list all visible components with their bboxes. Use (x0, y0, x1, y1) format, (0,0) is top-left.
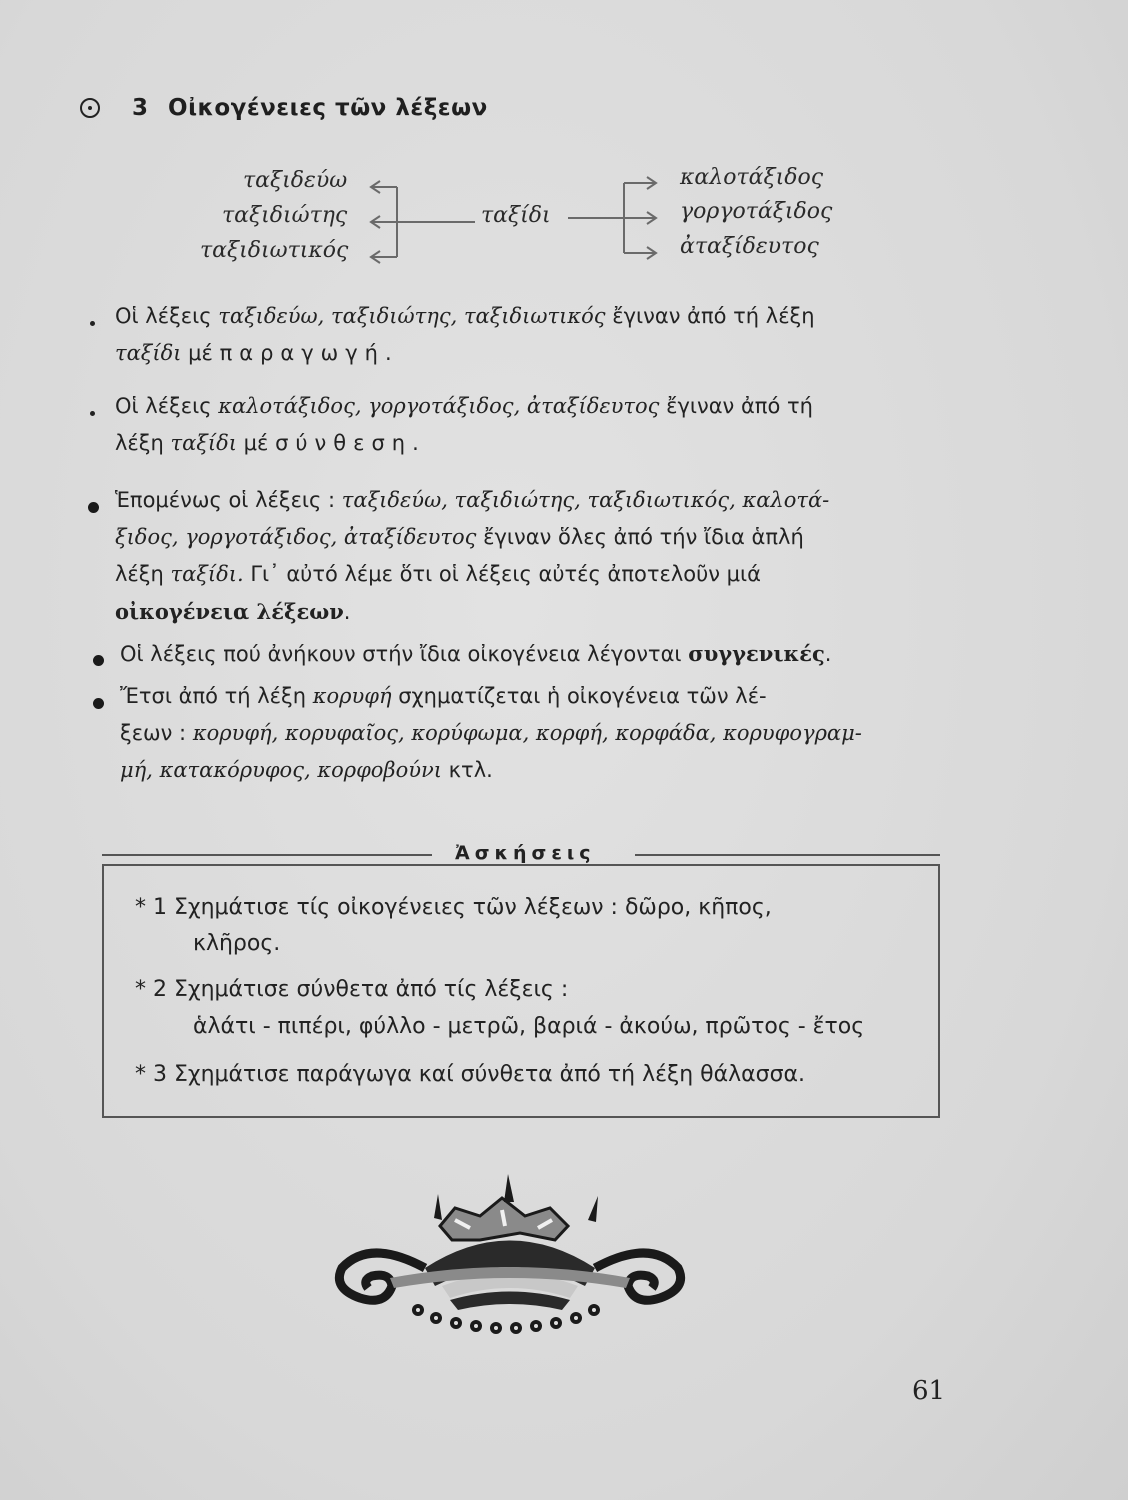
paragraph-derivation: Οἱ λέξεις ταξιδεύω, ταξιδιώτης, ταξιδιωτικός ἔγιναν ἀπό τή λέξη ταξίδι μέ παραγωγή. (115, 304, 815, 365)
exercise-item: * 2 Σχημάτισε σύνθετα ἀπό τίς λέξεις : (135, 977, 569, 1002)
diagram-left-word: ταξιδεύω (243, 168, 348, 193)
diagram-right-word: καλοτάξιδος (680, 165, 824, 190)
bullet-icon (93, 698, 104, 709)
section-title: Οἰκογένειες τῶν λέξεων (168, 95, 488, 121)
exercises-rule-right (635, 854, 940, 856)
paragraph-related-words: Οἱ λέξεις πού ἀνήκουν στήν ἴδια οἰκογένεια λέγονται συγγενικές. (120, 641, 832, 666)
diagram-left-word: ταξιδιωτικός (200, 238, 349, 263)
diagram-right-word: γοργοτάξιδος (680, 199, 833, 224)
section-number: 3 (132, 95, 149, 121)
page-number: 61 (912, 1376, 946, 1406)
diagram-center-word: ταξίδι (481, 203, 551, 228)
bullet-icon (93, 655, 104, 666)
exercise-item-continued: ἁλάτι - πιπέρι, φύλλο - μετρῶ, βαριά - ἀκούω, πρῶτος - ἔτος (193, 1014, 865, 1039)
exercise-item: * 3 Σχημάτισε παράγωγα καί σύνθετα ἀπό τή λέξη θάλασσα. (135, 1062, 806, 1087)
exercises-title: Ἀσκήσεις (455, 842, 596, 864)
paragraph-word-family: Ἑπομένως οἱ λέξεις : ταξιδεύω, ταξιδιώτης, ταξιδιωτικός, καλοτά- ξιδος, γοργοτάξιδος, ἀταξίδευτος ἔγιναν ὅλες ἀπό τήν ἴδια ἁπλή λέξη ταξίδι. Γι᾿ αὐτό λέμε ὅτι οἱ λέξεις αὐτές ἀποτελοῦν μιά οἰκογένεια λέξεων. (115, 488, 830, 624)
paragraph-example-koryfi: Ἔτσι ἀπό τή λέξη κορυφή σχηματίζεται ἡ οἰκογένεια τῶν λέ- ξεων : κορυφή, κορυφαῖος, κορύφωμα, κορφή, κορφάδα, κορυφογραμ- μή, κατακόρυφος, κορφοβούνι κτλ. (120, 684, 862, 782)
exercise-item: * 1 Σχημάτισε τίς οἰκογένειες τῶν λέξεων : δῶρο, κῆπος, (135, 895, 772, 920)
diagram-left-word: ταξιδιώτης (222, 203, 348, 228)
paragraph-composition: Οἱ λέξεις καλοτάξιδος, γοργοτάξιδος, ἀταξίδευτος ἔγιναν ἀπό τή λέξη ταξίδι μέ σύνθεση. (115, 394, 813, 455)
diagram-arrows (0, 0, 1128, 300)
exercise-item-continued: κλῆρος. (193, 931, 281, 956)
diagram-right-word: ἀταξίδευτος (680, 234, 819, 259)
small-bullet-icon (90, 411, 95, 416)
decorative-ornament-icon (330, 1168, 690, 1338)
small-bullet-icon (90, 321, 95, 326)
bullet-icon (88, 502, 99, 513)
exercises-rule-left (102, 854, 432, 856)
